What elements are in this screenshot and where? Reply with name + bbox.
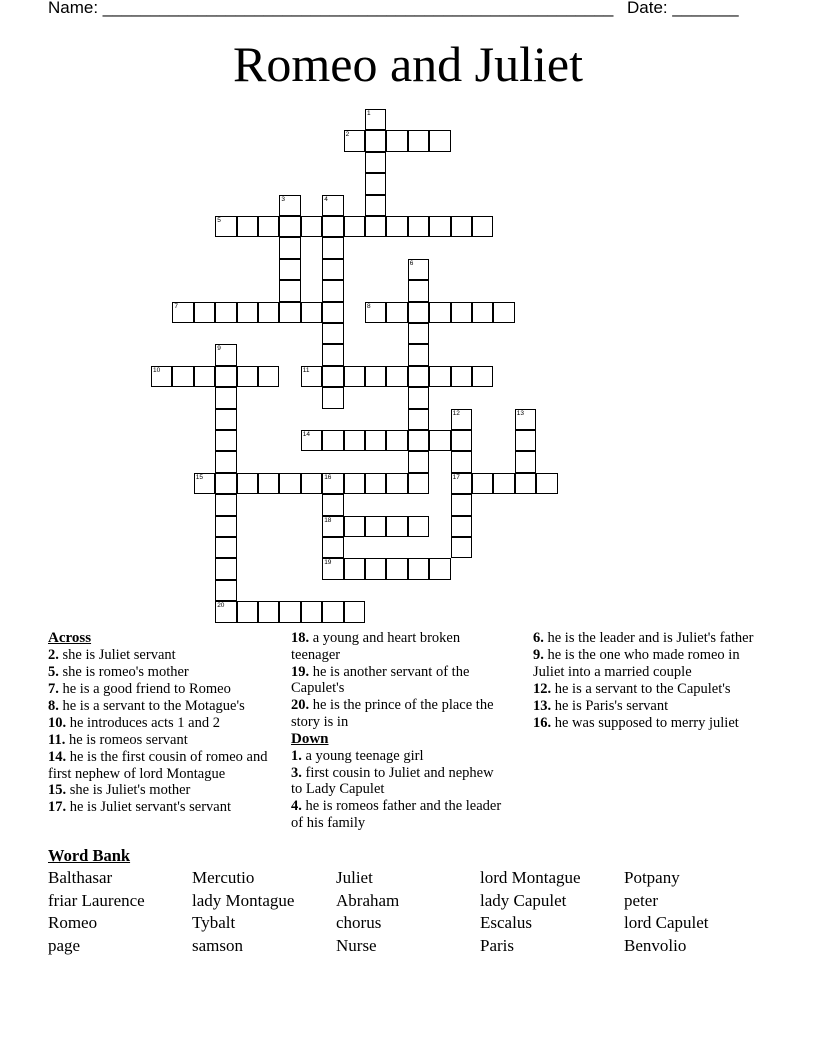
grid-cell[interactable] [279,601,300,622]
grid-cell[interactable] [322,558,343,579]
clue-number: 2 [345,131,350,139]
name-field-label: Name: ______________________________________________________ [48,0,614,17]
grid-cell[interactable] [172,366,193,387]
grid-cell[interactable] [344,216,365,237]
grid-cell[interactable] [493,473,514,494]
clue-across-2: 2. she is Juliet servant [48,647,176,663]
grid-cell[interactable] [365,130,386,151]
clue-down-3: 3. first cousin to Juliet and nephew to Lady Capulet [291,764,494,798]
grid-cell[interactable] [279,195,300,216]
clue-number: 5 [217,217,221,224]
clue-number: 3 [281,195,286,203]
clue-number: 13 [516,409,525,417]
grid-cell[interactable] [279,302,300,323]
grid-cell[interactable] [344,366,365,387]
grid-cell[interactable] [408,302,429,323]
grid-cell[interactable] [322,259,343,280]
grid-cell[interactable] [215,494,236,515]
word-bank-item: lady Capulet [480,891,567,910]
clue-across-19: 19. he is another servant of the Capulet's [291,663,470,697]
clue-across-10: 10. he introduces acts 1 and 2 [48,714,220,731]
grid-cell[interactable] [386,130,407,151]
grid-cell[interactable] [408,409,429,430]
grid-cell[interactable] [322,280,343,301]
clue-number: 8 [367,302,371,310]
grid-cell[interactable] [365,109,386,130]
grid-cell[interactable] [472,302,493,323]
grid-cell[interactable] [386,473,407,494]
grid-cell[interactable] [301,216,322,237]
word-bank-item: Balthasar [48,868,113,887]
clue-number: 15 [195,473,204,481]
grid-cell[interactable] [322,387,343,408]
grid-cell[interactable] [365,216,386,237]
grid-cell[interactable] [301,366,322,387]
grid-cell[interactable] [386,558,407,579]
grid-cell[interactable] [215,601,236,622]
clue-across-20: 20. he is the prince of the place the story is in [291,697,494,730]
clue-across-18: 18. a young and heart broken teenager [291,630,461,663]
grid-cell[interactable] [408,516,429,537]
word-bank-title: Word Bank [48,846,131,865]
clue-number: 4 [324,195,328,203]
clue-down-9: 9. he is the one who made romeo in Juliet into a married couple [533,646,740,680]
grid-cell[interactable] [386,216,407,237]
clue-across-14: 14. he is the first cousin of romeo and first nephew of lord Montague [48,748,268,782]
grid-cell[interactable] [194,366,215,387]
grid-cell[interactable] [365,516,386,537]
grid-cell[interactable] [258,366,279,387]
grid-cell[interactable] [215,409,236,430]
grid-cell[interactable] [365,195,386,216]
word-bank-item: lord Montague [480,868,581,887]
grid-cell[interactable] [194,473,215,494]
grid-cell[interactable] [279,473,300,494]
grid-cell[interactable] [451,216,472,237]
grid-cell[interactable] [429,302,450,323]
clue-number: 10 [153,366,161,374]
word-bank-item: Escalus [480,913,532,932]
grid-cell[interactable] [515,409,536,430]
grid-cell[interactable] [515,473,536,494]
grid-cell[interactable] [279,280,300,301]
grid-cell[interactable] [279,259,300,280]
grid-cell[interactable] [408,344,429,365]
clues-column-3 [533,630,758,732]
clue-number: 9 [217,345,221,353]
grid-cell[interactable] [301,601,322,622]
grid-cell[interactable] [322,537,343,558]
grid-cell[interactable] [194,302,215,323]
word-bank-item: chorus [336,913,382,932]
clue-across-7: 7. he is a good friend to Romeo [48,680,231,697]
grid-cell[interactable] [365,558,386,579]
grid-cell[interactable] [451,302,472,323]
grid-cell[interactable] [237,216,258,237]
grid-cell[interactable] [408,323,429,344]
clue-number: 17 [452,473,460,481]
grid-cell[interactable] [408,366,429,387]
grid-cell[interactable] [322,302,343,323]
word-bank-item: lady Montague [192,891,295,910]
grid-cell[interactable] [408,430,429,451]
grid-cell[interactable] [365,430,386,451]
grid-cell[interactable] [451,516,472,537]
grid-cell[interactable] [365,366,386,387]
grid-cell[interactable] [451,537,472,558]
grid-cell[interactable] [408,216,429,237]
grid-cell[interactable] [365,302,386,323]
grid-cell[interactable] [408,451,429,472]
clue-down-4: 4. he is romeos father and the leader of his family [291,798,502,831]
clue-down-1: 1. a young teenage girl [291,747,424,764]
clue-number: 6 [409,259,414,267]
grid-cell[interactable] [429,430,450,451]
grid-cell[interactable] [515,451,536,472]
grid-cell[interactable] [386,366,407,387]
word-bank-item: Potpany [624,868,680,887]
grid-cell[interactable] [322,516,343,537]
grid-cell[interactable] [408,130,429,151]
grid-cell[interactable] [258,216,279,237]
grid-cell[interactable] [365,473,386,494]
clue-number: 11 [302,366,310,374]
grid-cell[interactable] [172,302,193,323]
grid-cell[interactable] [472,473,493,494]
grid-cell[interactable] [515,430,536,451]
across-heading: Across [48,630,92,646]
grid-cell[interactable] [322,494,343,515]
grid-cell[interactable] [301,302,322,323]
word-bank-item: Tybalt [192,913,236,932]
grid-cell[interactable] [408,473,429,494]
grid-cell[interactable] [386,430,407,451]
grid-cell[interactable] [344,516,365,537]
grid-cell[interactable] [215,580,236,601]
clue-number: 7 [174,302,179,310]
grid-cell[interactable] [344,130,365,151]
grid-cell[interactable] [215,430,236,451]
grid-cell[interactable] [493,302,514,323]
grid-cell[interactable] [237,302,258,323]
grid-cell[interactable] [301,473,322,494]
grid-cell[interactable] [408,259,429,280]
grid-cell[interactable] [322,323,343,344]
word-bank-item: Paris [480,936,514,955]
grid-cell[interactable] [472,216,493,237]
grid-cell[interactable] [322,601,343,622]
grid-cell[interactable] [451,409,472,430]
clue-across-17: 17. he is Juliet servant's servant [48,799,232,816]
grid-cell[interactable] [215,516,236,537]
word-bank-item: lord Capulet [624,913,709,932]
grid-cell[interactable] [344,558,365,579]
grid-cell[interactable] [258,302,279,323]
word-bank-item: page [48,936,81,955]
grid-cell[interactable] [215,366,236,387]
grid-cell[interactable] [258,473,279,494]
grid-cell[interactable] [151,366,172,387]
grid-cell[interactable] [344,601,365,622]
grid-cell[interactable] [408,387,429,408]
grid-cell[interactable] [322,195,343,216]
word-bank-item: peter [624,891,658,910]
grid-cell[interactable] [365,152,386,173]
clue-number: 20 [217,602,225,610]
grid-cell[interactable] [322,216,343,237]
clue-down-12: 12. he is a servant to the Capulet's [533,680,731,697]
grid-cell[interactable] [451,494,472,515]
grid-cell[interactable] [215,558,236,579]
grid-cell[interactable] [429,216,450,237]
grid-cell[interactable] [301,430,322,451]
down-heading: Down [291,730,329,747]
grid-cell[interactable] [322,237,343,258]
clue-number: 16 [324,473,332,481]
clue-number: 14 [302,431,311,438]
grid-cell[interactable] [472,366,493,387]
grid-cell[interactable] [322,344,343,365]
grid-cell[interactable] [365,173,386,194]
grid-cell[interactable] [237,601,258,622]
clues-column-2 [291,630,506,832]
clue-across-11: 11. he is romeos servant [48,731,188,748]
clue-down-16: 16. he was supposed to merry juliet [533,714,739,731]
grid-cell[interactable] [408,558,429,579]
word-bank-item: Romeo [48,913,98,932]
word-bank-item: samson [192,936,243,955]
grid-cell[interactable] [344,473,365,494]
grid-cell[interactable] [429,558,450,579]
grid-cell[interactable] [451,430,472,451]
grid-cell[interactable] [215,537,236,558]
grid-cell[interactable] [279,216,300,237]
clue-number: 19 [324,559,332,567]
grid-cell[interactable] [215,451,236,472]
clue-across-15: 15. she is Juliet's mother [48,782,191,799]
grid-cell[interactable] [451,473,472,494]
clue-number: 12 [452,409,460,417]
grid-cell[interactable] [386,516,407,537]
grid-cell[interactable] [429,130,450,151]
grid-cell[interactable] [215,302,236,323]
grid-cell[interactable] [344,430,365,451]
grid-cell[interactable] [237,366,258,387]
word-bank-item: Nurse [336,936,377,955]
grid-cell[interactable] [408,280,429,301]
grid-cell[interactable] [386,302,407,323]
grid-cell[interactable] [429,366,450,387]
word-bank-item: Benvolio [624,936,687,955]
clue-down-13: 13. he is Paris's servant [533,697,669,714]
word-bank-item: friar Laurence [48,891,145,910]
grid-cell[interactable] [322,473,343,494]
clue-across-8: 8. he is a servant to the Motague's [48,697,245,714]
clue-across-5: 5. she is romeo's mother [48,663,189,680]
grid-cell[interactable] [322,430,343,451]
clue-number: 18 [324,516,332,524]
grid-cell[interactable] [536,473,557,494]
grid-cell[interactable] [451,451,472,472]
grid-cell[interactable] [279,237,300,258]
clue-number: 1 [367,110,371,117]
grid-cell[interactable] [215,473,236,494]
grid-cell[interactable] [215,387,236,408]
grid-cell[interactable] [258,601,279,622]
page-title: Romeo and Juliet [233,36,583,92]
word-bank-item: Mercutio [192,868,255,887]
grid-cell[interactable] [215,216,236,237]
word-bank-item: Juliet [336,868,373,887]
clues-column-1 [48,630,283,816]
date-field-label: Date: _______ [627,0,739,17]
clue-down-6: 6. he is the leader and is Juliet's father [533,630,754,646]
grid-cell[interactable] [451,366,472,387]
grid-cell[interactable] [215,344,236,365]
word-bank-item: Abraham [336,891,400,910]
grid-cell[interactable] [237,473,258,494]
grid-cell[interactable] [322,366,343,387]
